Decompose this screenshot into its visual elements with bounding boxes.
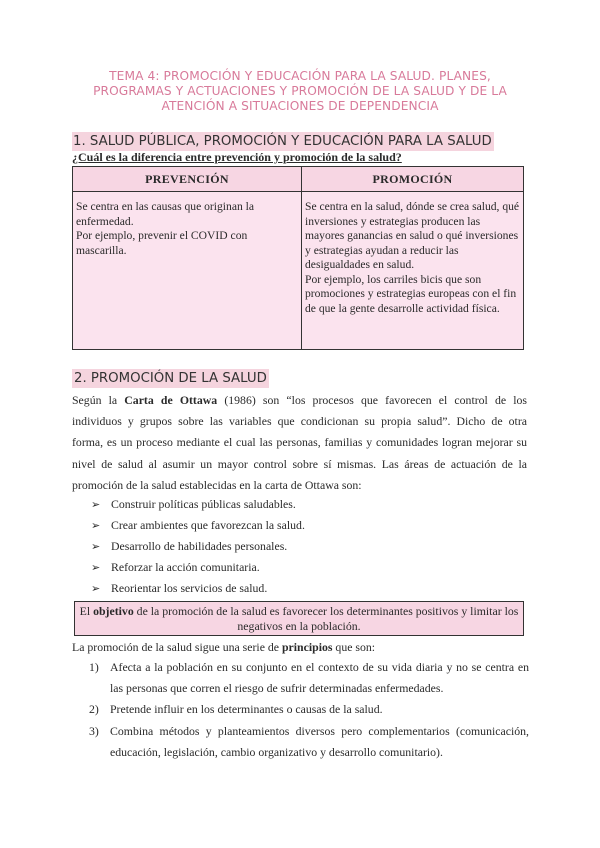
list-item <box>91 557 305 578</box>
table-row <box>73 192 524 350</box>
list-item <box>89 721 529 763</box>
text-run: de la promoción de la salud es favorecer los determinantes positivos y limitar los negativos en la población. <box>133 604 519 633</box>
arrow-bullet-icon: ➢ <box>91 519 101 532</box>
cell-prevention <box>73 192 302 350</box>
prevention-text-1: Se centra en las causas que originan la enfermedad. <box>76 200 255 228</box>
prevention-text-2: Por ejemplo, prevenir el COVID con mascarilla. <box>76 229 248 257</box>
principle-text: Pretende influir en los determinantes o causas de la salud. <box>110 702 383 717</box>
text-run: Según la <box>72 393 125 407</box>
list-item <box>89 657 529 699</box>
section-2-heading: 2. PROMOCIÓN DE LA SALUD <box>74 371 267 386</box>
promotion-text-2: Por ejemplo, los carriles bicis que son promociones y estrategias europeas con el fin de que la gente desarrolle actividad física. <box>305 272 517 315</box>
section-1-heading: 1. SALUD PÚBLICA, PROMOCIÓN Y EDUCACIÓN PARA LA SALUD <box>73 134 492 149</box>
document-title <box>60 69 540 114</box>
arrow-bullet-icon: ➢ <box>91 540 101 553</box>
list-item <box>91 578 305 599</box>
area-text: Desarrollo de habilidades personales. <box>111 539 288 553</box>
title-line-1: TEMA 4: PROMOCIÓN Y EDUCACIÓN PARA LA SALUD. PLANES, <box>109 69 491 83</box>
ottawa-charter-bold: Carta de Ottawa <box>124 393 218 407</box>
area-text: Construir políticas públicas saludables. <box>111 497 296 511</box>
text-run: que son: <box>332 640 376 654</box>
principles-bold: principios <box>281 640 333 654</box>
principles-list <box>89 657 529 763</box>
area-text: Crear ambientes que favorezcan la salud. <box>111 518 305 532</box>
list-item <box>91 536 305 557</box>
paragraph-line-4: nivel de salud al asumir un mayor control sobre sí mismas. Las áreas de actuación de la <box>72 456 527 471</box>
objective-box <box>74 601 524 636</box>
objective-bold: objetivo <box>93 604 134 618</box>
section-1-question: ¿Cuál es la diferencia entre prevención y promoción de la salud? <box>72 150 402 164</box>
text-run: El <box>79 604 94 618</box>
arrow-bullet-icon: ➢ <box>91 582 101 595</box>
title-line-3: ATENCIÓN A SITUACIONES DE DEPENDENCIA <box>161 99 439 113</box>
list-item <box>91 494 305 515</box>
ottawa-paragraph <box>72 390 527 496</box>
cell-promotion <box>302 192 524 350</box>
principle-text: Combina métodos y planteamientos diversos pero complementarios (comunicación, educación, legislación, cambio organizativo y desarrollo comunitario). <box>110 723 529 759</box>
principles-intro <box>72 640 375 655</box>
action-areas-list <box>91 494 305 599</box>
paragraph-line-3: forma, es un proceso mediante el cual las personas, familias y comunidades logran mejorar su <box>72 435 527 450</box>
paragraph-line-5: promoción de la salud establecidas en la carta de Ottawa son: <box>72 477 362 492</box>
comparison-table <box>72 166 524 350</box>
table-header-row <box>73 167 524 192</box>
text-run: (1986) son “los procesos que favorecen el control de los <box>217 393 527 407</box>
item-number: 3) <box>89 723 99 738</box>
header-promotion: PROMOCIÓN <box>302 167 524 192</box>
arrow-bullet-icon: ➢ <box>91 498 101 511</box>
header-prevention: PREVENCIÓN <box>73 167 302 192</box>
item-number: 2) <box>89 702 99 717</box>
title-line-2: PROGRAMAS Y ACTUACIONES Y PROMOCIÓN DE LA SALUD Y DE LA <box>93 84 507 98</box>
list-item <box>89 699 529 720</box>
paragraph-line-1 <box>72 390 527 411</box>
text-run: La promoción de la salud sigue una serie de <box>72 640 282 654</box>
paragraph-line-2: individuos y grupos sobre las variables que condicionan su propia salud”. Dicho de otra <box>72 414 527 429</box>
arrow-bullet-icon: ➢ <box>91 561 101 574</box>
area-text: Reforzar la acción comunitaria. <box>111 560 260 574</box>
area-text: Reorientar los servicios de salud. <box>111 581 268 595</box>
item-number: 1) <box>89 660 99 674</box>
promotion-text-1: Se centra en la salud, dónde se crea salud, qué inversiones y estrategias producen las mayores ganancias en salud o qué inversiones y estrategias ayudan a reducir las desigualdades en salud. <box>305 200 520 271</box>
list-item <box>91 515 305 536</box>
principle-text: Afecta a la población en su conjunto en el contexto de su vida diaria y no se centra en las personas que corren el riesgo de sufrir determinadas enfermedades. <box>110 660 529 696</box>
